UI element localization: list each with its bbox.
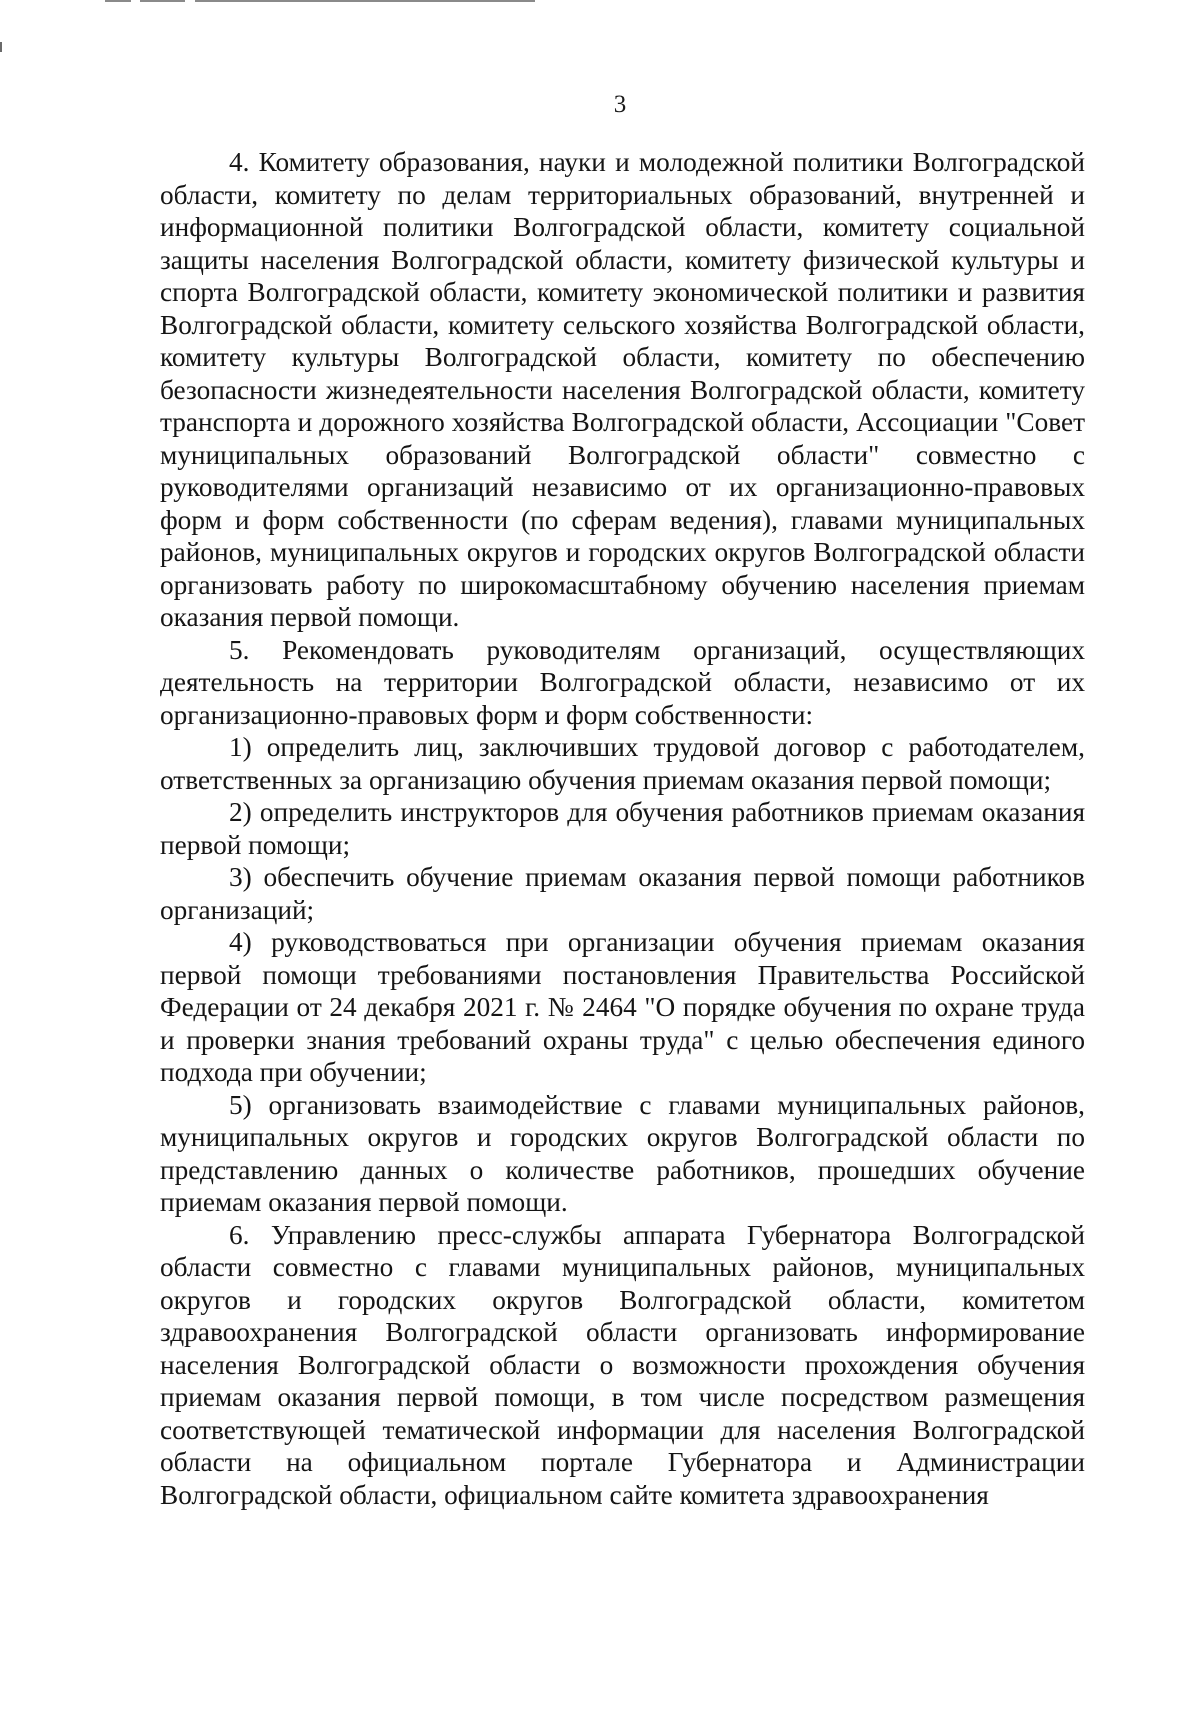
subitem-5-2: 2) определить инструкторов для обучения работников приемам оказания первой помощи; <box>160 797 1085 860</box>
scan-edge-rule <box>105 0 131 2</box>
paragraph-item-4: 4. Комитету образования, науки и молодежной политики Волгоградской области, комитету по делам территориальных образований, внутренней и информационной политики Волгоградской области, комитету социальной защиты населения Волгоградской области, комитету физической культуры и спорта Волгоградской области, комитету экономической политики и развития Волгоградской области, комитету сельского хозяйства Волгоградской области, комитету культуры Волгоградской области, комитету по обеспечению безопасности жизнедеятельности населения Волгоградской области, комитету транспорта и дорожного хозяйства Волгоградской области, Ассоциации "Совет муниципальных образований Волгоградской области" совместно с руководителями организаций независимо от их организационно-правовых форм и форм собственности (по сферам ведения), главами муниципальных районов, муниципальных округов и городских округов Волгоградской области организовать работу по широкомасштабному обучению населения приемам оказания первой помощи. <box>160 147 1085 632</box>
paragraph-item-5: 5. Рекомендовать руководителям организаций, осуществляющих деятельность на территории Волгоградской области, независимо от их организационно-правовых форм и форм собственности: <box>160 634 1085 730</box>
scan-edge-rule <box>140 0 185 2</box>
subitem-5-3: 3) обеспечить обучение приемам оказания первой помощи работников организаций; <box>160 862 1085 925</box>
document-body <box>160 146 1085 1511</box>
scan-edge-rule <box>195 0 535 2</box>
subitem-5-4: 4) руководствоваться при организации обучения приемам оказания первой помощи требованиями постановления Правительства Российской Федерации от 24 декабря 2021 г. № 2464 "О порядке обучения по охране труда и проверки знания требований охраны труда" с целью обеспечения единого подхода при обучении; <box>160 927 1085 1087</box>
scan-edge-mark <box>0 42 2 52</box>
subitem-5-5: 5) организовать взаимодействие с главами муниципальных районов, муниципальных округов и городских округов Волгоградской области по представлению данных о количестве работников, прошедших обучение приемам оказания первой помощи. <box>160 1089 1085 1217</box>
page-number: 3 <box>613 91 627 118</box>
subitem-5-1: 1) определить лиц, заключивших трудовой договор с работодателем, ответственных за организацию обучения приемам оказания первой помощи; <box>160 732 1085 795</box>
paragraph-item-6: 6. Управлению пресс-службы аппарата Губернатора Волгоградской области совместно с главами муниципальных районов, муниципальных округов и городских округов Волгоградской области, комитетом здравоохранения Волгоградской области организовать информирование населения Волгоградской области о возможности прохождения обучения приемам оказания первой помощи, в том числе посредством размещения соответствующей тематической информации для населения Волгоградской области на официальном портале Губернатора и Администрации Волгоградской области, официальном сайте комитета здравоохранения <box>160 1219 1085 1510</box>
